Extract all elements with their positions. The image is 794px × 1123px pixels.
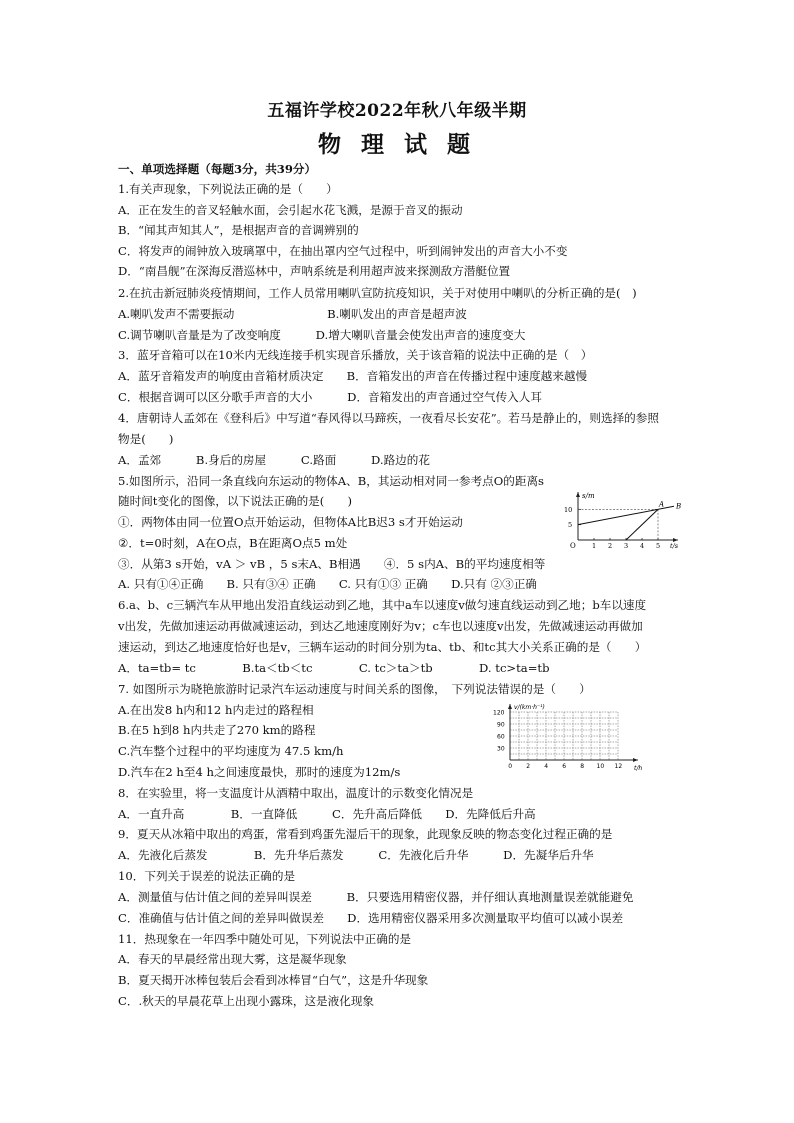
q11-option-b: B．夏天揭开冰棒包装后会看到冰棒冒“白气”，这是升华现象 <box>118 973 429 987</box>
q5-x-tick-label: 3 <box>624 542 629 550</box>
q7-x-label: t/h <box>634 765 643 772</box>
q1-stem: 1.有关声现象，下列说法正确的是（ ） <box>118 182 338 196</box>
q4-stem-line2: 物是( ) <box>118 432 174 446</box>
q1-option-b: B．“闻其声知其人”，是根据声音的音调辨别的 <box>118 223 359 237</box>
q2-options-cd: C.调节喇叭音量是为了改变响度 D.增大喇叭音量会使发出声音的速度变大 <box>118 328 526 342</box>
q5-stem-line1: 5.如图所示，沿同一条直线向东运动的物体A、B，其运动相对同一参考点O的距离s <box>118 474 545 488</box>
q6-stem-line2: v出发，先做加速运动再做减速运动，到达乙地速度刚好为v；c车也以速度v出发，先做减速运动再做加 <box>118 619 643 633</box>
q5-x-tick-label: 2 <box>608 542 613 550</box>
q11-stem: 11．热现象在一年四季中随处可见，下列说法中正确的是 <box>118 932 412 946</box>
q5-statement-2: ②．t=0时刻，A在O点，B在距离O点5 m处 <box>118 536 348 550</box>
q5-y-tick-label: 10 <box>564 505 573 514</box>
q7-y-arrow <box>508 704 512 709</box>
q5-x-tick-label: 1 <box>592 542 597 550</box>
q10-options-cd: C．准确值与估计值之间的差异叫做误差 D．选用精密仪器采用多次测量取平均值可以减小误差 <box>118 911 624 925</box>
q7-x-arrow <box>633 758 638 762</box>
q7-y-tick-label: 60 <box>497 733 505 741</box>
q8-stem: 8．在实验里，将一支温度计从酒精中取出，温度计的示数变化情况是 <box>118 786 474 800</box>
q7-option-a: A.在出发8 h内和12 h内走过的路程相 <box>118 703 314 717</box>
q2-options-ab: A.喇叭发声不需要振动 B.喇叭发出的声音是超声波 <box>118 307 467 321</box>
q5-stem-line2: 随时间t变化的图像，以下说法正确的是( ) <box>118 494 352 508</box>
q3-options-cd: C．根据音调可以区分歌手声音的大小 D．音箱发出的声音通过空气传入人耳 <box>118 390 542 404</box>
q1-option-a: A．正在发生的音叉轻触水面，会引起水花飞溅，是源于音叉的振动 <box>118 203 463 217</box>
q10-stem: 10．下列关于误差的说法正确的是 <box>118 869 296 883</box>
q5-x-tick-label: 4 <box>640 542 645 550</box>
q9-stem: 9．夏天从冰箱中取出的鸡蛋，常看到鸡蛋先湿后干的现象，此现象反映的物态变化过程正确的是 <box>118 827 613 841</box>
q5-st-graph <box>560 488 685 552</box>
q5-series-line-A <box>626 509 658 540</box>
q7-option-c: C.汽车整个过程中的平均速度为 47.5 km/h <box>118 744 344 758</box>
subject-title: 物 理 试 题 <box>317 131 477 158</box>
q7-vt-graph <box>488 700 648 772</box>
q5-series-line-B <box>578 506 674 524</box>
school-title: 五福许学校2022年秋八年级半期 <box>267 101 527 121</box>
q4-stem-line1: 4．唐朝诗人孟郊在《登科后》中写道“春风得以马蹄疾，一夜看尽长安花”。若马是静止的，则选择的参照 <box>118 411 659 425</box>
q7-y-tick-label: 90 <box>497 721 505 729</box>
q5-x-tick-label: 5 <box>656 542 661 550</box>
q5-origin-label: O <box>570 542 576 550</box>
q7-x-tick-label: 6 <box>562 763 567 770</box>
q4-options: A．孟郊 B.身后的房屋 C.路面 D.路边的花 <box>118 453 430 467</box>
q5-options: A. 只有①④正确 B. 只有③④ 正确 C. 只有①③ 正确 D.只有 ②③正确 <box>118 577 537 591</box>
q7-x-tick-label: 8 <box>580 763 585 770</box>
section-heading: 一、单项选择题（每题3分，共39分） <box>118 162 317 176</box>
q5-y-arrow <box>576 492 580 497</box>
q1-option-c: C．将发声的闹钟放入玻璃罩中，在抽出罩内空气过程中，听到闹钟发出的声音大小不变 <box>118 244 568 258</box>
q7-x-tick-label: 2 <box>526 763 531 770</box>
q9-options: A．先液化后蒸发 B．先升华后蒸发 C．先液化后升华 D．先凝华后升华 <box>118 848 594 862</box>
q7-option-b: B.在5 h到8 h内共走了270 km的路程 <box>118 723 316 737</box>
q7-x-tick-label: 0 <box>508 763 513 770</box>
q3-options-ab: A．蓝牙音箱发声的响度由音箱材质决定 B．音箱发出的声音在传播过程中速度越来越慢 <box>118 369 588 383</box>
q5-y-tick-label: 5 <box>568 521 573 530</box>
q5-label-b: B <box>676 502 682 511</box>
q10-options-ab: A．测量值与估计值之间的差异叫误差 B．只要选用精密仪器，并仔细认真地测量误差就能避免 <box>118 890 634 904</box>
q7-x-tick-label: 4 <box>544 763 549 770</box>
q7-x-tick-label: 10 <box>596 763 605 770</box>
q3-stem: 3．蓝牙音箱可以在10米内无线连接手机实现音乐播放，关于该音箱的说法中正确的是（ ） <box>118 348 593 362</box>
q6-options: A．ta=tb= tc B.ta＜tb＜tc C. tc＞ta＞tb D. tc>ta=tb <box>118 661 550 675</box>
q7-y-tick-label: 120 <box>493 709 505 717</box>
q5-x-label: t/s <box>670 542 679 550</box>
q7-stem: 7. 如图所示为晓艳旅游时记录汽车运动速度与时间关系的图像， 下列说法错误的是（ ） <box>118 682 591 696</box>
q1-option-d: D．“南昌舰”在深海反潜巡林中，声呐系统是利用超声波来探测敌方潜艇位置 <box>118 264 511 278</box>
q5-label-a: A <box>659 500 665 509</box>
q6-stem-line3: 速运动，到达乙地速度恰好也是v，三辆车运动的时间分别为ta、tb、和tc其大小关系正确的是（ ） <box>118 640 647 654</box>
q2-stem: 2.在抗击新冠肺炎疫情期间，工作人员常用喇叭宣防抗疫知识，关于对使用中喇叭的分析正确的是( ) <box>118 286 637 300</box>
q7-x-tick-label: 12 <box>614 763 623 770</box>
q7-y-tick-label: 30 <box>497 745 505 753</box>
q7-option-d: D.汽车在2 h至4 h之间速度最快，那时的速度为12m/s <box>118 765 401 779</box>
q5-statement-3-4: ③．从第3 s开始，vA ＞ vB ，5 s末A、B相遇 ④．5 s内A、B的平均速度相等 <box>118 557 546 571</box>
q7-y-label: v/(km·h⁻¹) <box>514 704 545 711</box>
q8-options: A．一直升高 B．一直降低 C．先升高后降低 D．先降低后升高 <box>118 807 536 821</box>
q5-statement-1: ①．两物体由同一位置O点开始运动，但物体A比B迟3 s才开始运动 <box>118 515 463 529</box>
q5-y-label: s/m <box>582 492 595 500</box>
q11-option-a: A．春天的早晨经常出现大雾，这是凝华现象 <box>118 952 347 966</box>
q11-option-c: C．.秋天的早晨花草上出现小露珠，这是液化现象 <box>118 994 375 1008</box>
q6-stem-line1: 6.a、b、c三辆汽车从甲地出发沿直线运动到乙地，其中a车以速度v做匀速直线运动到乙地；b车以速度 <box>118 598 647 612</box>
